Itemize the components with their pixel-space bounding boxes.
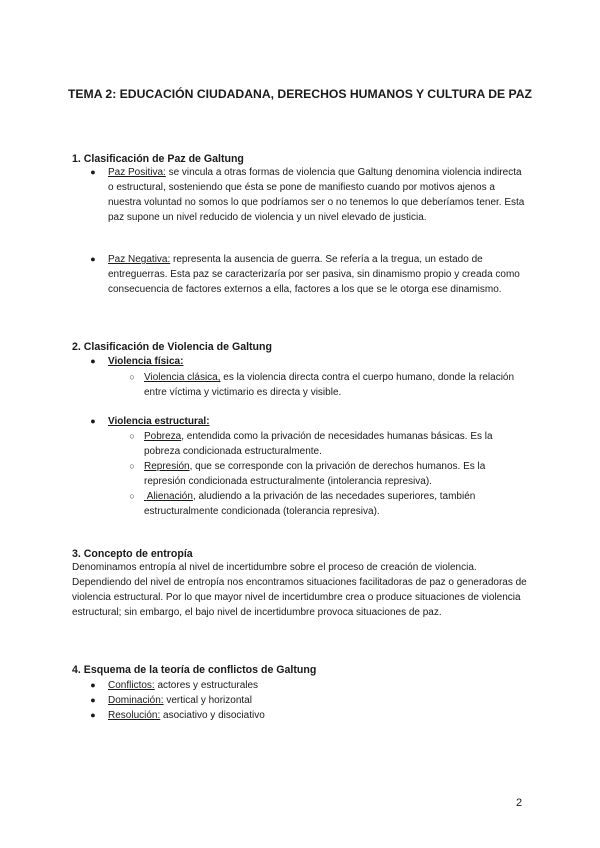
list-item-resolucion xyxy=(108,708,265,723)
bullet-icon: ● xyxy=(90,167,96,177)
bullet-icon: ● xyxy=(90,695,96,705)
list-item-paz-negativa xyxy=(108,252,528,297)
list-item-paz-positiva xyxy=(108,165,528,225)
term-violencia-clasica: Violencia clásica, xyxy=(144,372,221,383)
desc-paz-negativa: representa la ausencia de guerra. Se refería a la tregua, un estado de entreguerras. Esta paz se caracterizaría por ser pasiva, sin dinamismo propio y creada como consecuencia de factores externos a ella, factores a los que se le otorga ese dinamismo. xyxy=(108,254,520,296)
bullet-icon: ● xyxy=(90,356,96,366)
bullet-icon: ● xyxy=(90,680,96,690)
section-3-heading: 3. Concepto de entropía xyxy=(72,548,193,560)
desc-dominacion: vertical y horizontal xyxy=(163,695,252,706)
term-pobreza: Pobreza xyxy=(144,431,182,442)
list-item-dominacion xyxy=(108,693,252,708)
page-number: 2 xyxy=(516,797,523,809)
desc-represion: , que se corresponde con la privación de derechos humanos. Es la represión condicionada estructuralmente (intolerancia represiva). xyxy=(144,461,486,488)
term-alienacion: Alienación xyxy=(144,491,193,502)
list-item-represion xyxy=(144,459,524,489)
section-2-heading: 2. Clasificación de Violencia de Galtung xyxy=(72,341,272,353)
list-item-conflictos xyxy=(108,678,258,693)
term-dominacion: Dominación: xyxy=(108,695,164,706)
group-label-violencia-estructural: Violencia estructural: xyxy=(108,416,210,427)
desc-alienacion: , aludiendo a la privación de las necedades superiores, también estructuralmente condicionada (tolerancia represiva). xyxy=(144,491,479,518)
desc-resolucion: asociativo y disociativo xyxy=(160,710,265,721)
bullet-icon: ● xyxy=(90,416,96,426)
section-3-paragraph: Denominamos entropía al nivel de incertidumbre sobre el proceso de creación de violencia. Dependiendo del nivel de entropía nos encontramos situaciones facilitadoras de paz o generadoras de violencia estructural. Por lo que mayor nivel de incertidumbre crea o produce situaciones de violencia estructural; sin embargo, el bajo nivel de incertidumbre provoca situaciones de paz. xyxy=(72,562,527,619)
term-represion: Represión xyxy=(144,461,190,472)
sub-bullet-icon: ○ xyxy=(129,461,135,471)
sub-bullet-icon: ○ xyxy=(129,372,135,382)
section-4-heading: 4. Esquema de la teoría de conflictos de Galtung xyxy=(72,664,317,676)
list-item-alienacion xyxy=(144,489,524,519)
sub-bullet-icon: ○ xyxy=(129,431,135,441)
bullet-icon: ● xyxy=(90,710,96,720)
list-item-pobreza xyxy=(144,429,524,459)
page-title: TEMA 2: EDUCACIÓN CIUDADANA, DERECHOS HUMANOS Y CULTURA DE PAZ xyxy=(67,87,533,101)
term-paz-positiva: Paz Positiva: xyxy=(108,167,166,178)
desc-conflictos: actores y estructurales xyxy=(154,680,259,691)
term-resolucion: Resolución: xyxy=(108,710,161,721)
desc-pobreza: , entendida como la privación de necesidades humanas básicas. Es la pobreza condicionada estructuralmente. xyxy=(144,431,493,458)
group-label-violencia-fisica: Violencia física: xyxy=(108,356,184,367)
list-item-violencia-clasica xyxy=(144,370,524,400)
desc-violencia-clasica: es la violencia directa contra el cuerpo humano, donde la relación entre víctima y victimario es directa y visible. xyxy=(144,372,515,399)
term-paz-negativa: Paz Negativa: xyxy=(108,254,171,265)
bullet-icon: ● xyxy=(90,254,96,264)
sub-bullet-icon: ○ xyxy=(129,491,135,501)
term-conflictos: Conflictos: xyxy=(108,680,155,691)
desc-paz-positiva: se vincula a otras formas de violencia que Galtung denomina violencia indirecta o estructural, sosteniendo que ésta se pone de manifiesto cuando por motivos ajenos a nuestra voluntad no somos lo que podríamos ser o no tenemos lo que deberíamos tener. Esta paz supone un nivel reducido de violencia y un nivel elevado de justicia. xyxy=(108,167,525,224)
section-1-heading: 1. Clasificación de Paz de Galtung xyxy=(72,153,244,165)
